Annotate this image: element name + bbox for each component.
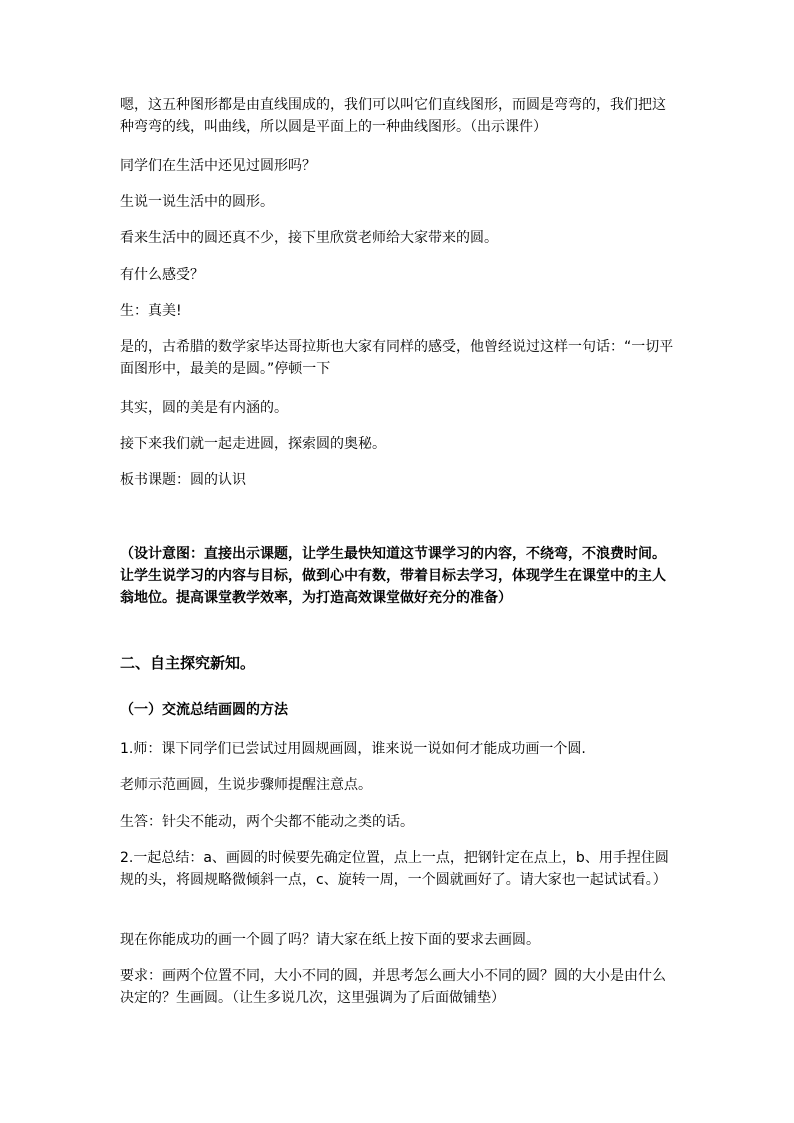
- paragraph-inner-beauty: 其实，圆的美是有内涵的。: [120, 400, 288, 416]
- paragraph-design-intent: （设计意图：直接出示课题，让学生最快知道这节课学习的内容，不绕弯，不浪费时间。让学生说学习的内容与目标，做到心中有数，带着目标去学习，体现学生在课堂中的主人翁地位。提高课堂教学效率，为打造高效课堂做好充分的准备）: [120, 546, 666, 606]
- paragraph-student-reply: 生答：针尖不能动，两个尖都不能动之类的话。: [120, 814, 414, 830]
- paragraph-board-title: 板书课题：圆的认识: [120, 472, 246, 488]
- paragraph-explore-circle: 接下来我们就一起走进圆，探索圆的奥秘。: [120, 436, 386, 452]
- paragraph-question-circles-in-life: 同学们在生活中还见过圆形吗？: [120, 158, 316, 174]
- paragraph-students-discuss: 生说一说生活中的圆形。: [120, 194, 274, 210]
- paragraph-feelings-question: 有什么感受？: [120, 267, 204, 283]
- paragraph-curve-shapes: 嗯，这五种图形都是由直线围成的，我们可以叫它们直线图形，而圆是弯弯的，我们把这种弯弯的线，叫曲线，所以圆是平面上的一种曲线图形。（出示课件）: [120, 97, 666, 135]
- paragraph-teacher-demo: 老师示范画圆，生说步骤师提醒注意点。: [120, 777, 372, 793]
- paragraph-summary-steps: 2.一起总结：a、画圆的时候要先确定位置，点上一点，把钢针定在点上，b、用手捏住圆规的头，将圆规略微倾斜一点，c、旋转一周，一个圆就画好了。请大家也一起试试看。）: [120, 850, 669, 888]
- paragraph-teacher-question: 1.师：课下同学们已尝试过用圆规画圆，谁来说一说如何才能成功画一个圆.: [120, 741, 586, 757]
- paragraph-appreciate-circles: 看来生活中的圆还真不少，接下里欣赏老师给大家带来的圆。: [120, 230, 498, 246]
- paragraph-student-answer: 生：真美!: [120, 303, 182, 319]
- paragraph-requirements: 要求：画两个位置不同，大小不同的圆，并思考怎么画大小不同的圆？圆的大小是由什么决定的？生画圆。（让生多说几次，这里强调为了后面做铺垫）: [120, 968, 666, 1006]
- paragraph-try-drawing: 现在你能成功的画一个圆了吗？请大家在纸上按下面的要求去画圆。: [120, 932, 540, 948]
- paragraph-pythagoras-quote: 是的，古希腊的数学家毕达哥拉斯也大家有同样的感受，他曾经说过这样一句话：“一切平面图形中，最美的是圆。”停顿一下: [120, 339, 674, 377]
- section-heading: 二、自主探究新知。: [120, 654, 256, 672]
- subsection-heading: （一）交流总结画圆的方法: [120, 702, 288, 718]
